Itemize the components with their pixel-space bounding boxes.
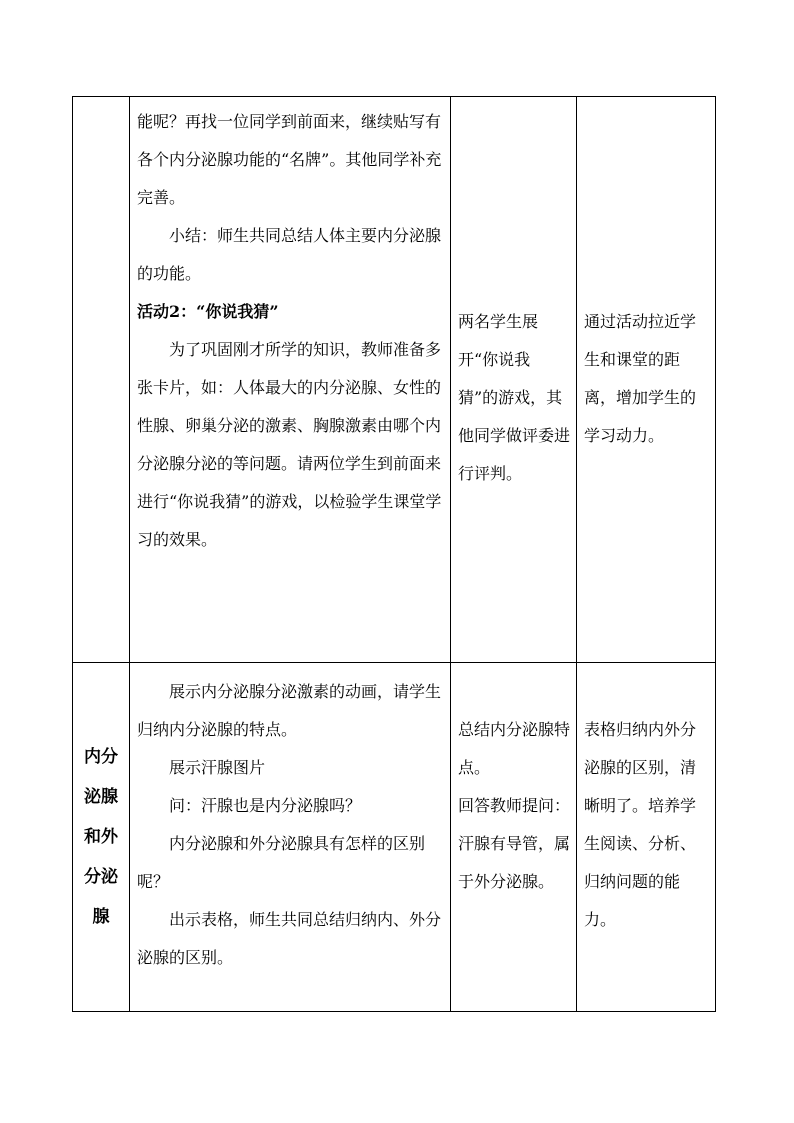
activity-heading: 活动2：“你说我猜” — [137, 302, 279, 321]
intent-text: 通过活动拉近学生和课堂的距离，增加学生的学习动力。 — [584, 312, 697, 445]
student-text: 回答教师提问：汗腺有导管，属于外分泌腺。 — [458, 796, 571, 891]
teacher-text: 内分泌腺和外分泌腺具有怎样的区别呢？ — [137, 834, 426, 891]
student-text: 两名学生展开“你说我猜”的游戏，其他同学做评委进行评判。 — [458, 312, 571, 483]
table-row — [73, 97, 716, 663]
teacher-text: 为了巩固刚才所学的知识，教师准备多张卡片，如：人体最大的内分泌腺、女性的性腺、卵巢分泌的激素、胸腺激素由哪个内分泌腺分泌的等问题。请两位学生到前面来进行“你说我猜”的游戏，以检验学生课堂学习的效果。 — [137, 340, 442, 549]
design-intent-cell — [577, 97, 716, 663]
student-text: 总结内分泌腺特点。 — [458, 720, 571, 777]
teacher-text: 展示内分泌腺分泌激素的动画，请学生归纳内分泌腺的特点。 — [137, 682, 442, 739]
teacher-text: 问：汗腺也是内分泌腺吗？ — [169, 796, 362, 815]
student-activity-cell — [451, 97, 577, 663]
teacher-activity-cell — [130, 663, 451, 1012]
student-activity-cell — [451, 663, 577, 1012]
topic-cell — [73, 663, 130, 1012]
teacher-text: 展示汗腺图片 — [169, 758, 266, 777]
summary-text: 小结：师生共同总结人体主要内分泌腺的功能。 — [137, 226, 442, 283]
teacher-text: 出示表格，师生共同总结归纳内、外分泌腺的区别。 — [137, 910, 442, 967]
teacher-text: 能呢？再找一位同学到前面来，继续贴写有各个内分泌腺功能的“名牌”。其他同学补充完善。 — [137, 112, 442, 207]
table-row — [73, 663, 716, 1012]
design-intent-cell — [577, 663, 716, 1012]
topic-label: 内分泌腺和外分泌腺 — [84, 747, 118, 927]
intent-text: 表格归纳内外分泌腺的区别，清晰明了。培养学生阅读、分析、归纳问题的能力。 — [584, 720, 697, 929]
lesson-plan-table — [72, 96, 716, 1012]
teacher-activity-cell — [130, 97, 451, 663]
topic-cell — [73, 97, 130, 663]
